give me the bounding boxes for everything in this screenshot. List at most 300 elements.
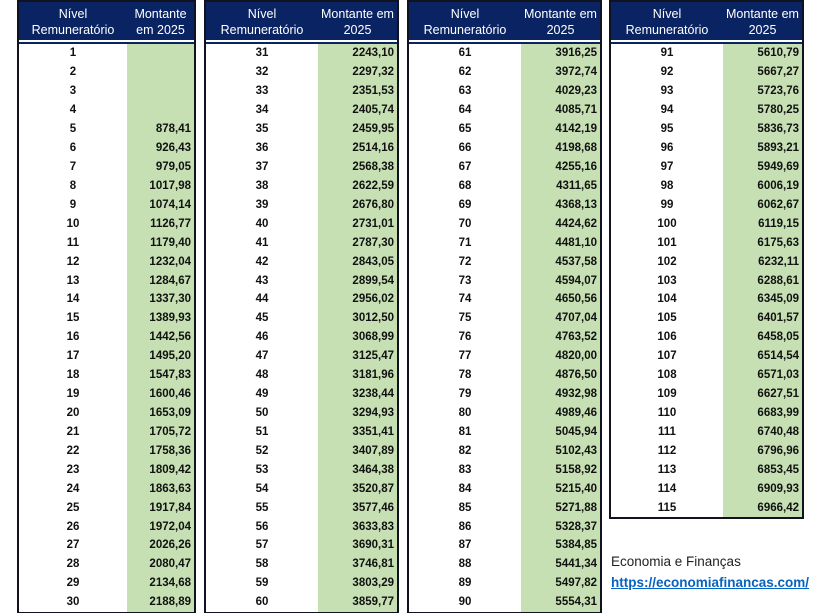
level-cell: 33 <box>255 85 269 98</box>
amount-cell: 2080,47 <box>127 555 194 574</box>
level-cell: 14 <box>66 293 80 306</box>
table-header <box>409 2 600 40</box>
table-row <box>409 366 600 385</box>
table-row <box>19 404 194 423</box>
amount-cell: 3577,46 <box>318 498 397 517</box>
level-cell: 18 <box>66 369 80 382</box>
table-row <box>611 328 802 347</box>
amount-cell: 926,43 <box>127 139 194 158</box>
amount-cell: 6458,05 <box>723 328 802 347</box>
table-row <box>611 385 802 404</box>
amount-cell: 2243,10 <box>318 44 397 63</box>
level-cell: 54 <box>255 482 269 495</box>
amount-cell: 3125,47 <box>318 347 397 366</box>
table-row <box>409 195 600 214</box>
table-row <box>409 309 600 328</box>
amount-cell: 6683,99 <box>723 404 802 423</box>
level-cell: 70 <box>458 217 472 230</box>
level-cell: 7 <box>69 160 77 173</box>
table-row <box>611 366 802 385</box>
table-row <box>611 252 802 271</box>
level-cell: 81 <box>458 425 472 438</box>
salary-table-levels-31-60 <box>204 0 399 613</box>
table-header <box>611 2 802 40</box>
amount-cell <box>127 44 194 63</box>
level-cell: 36 <box>255 142 269 155</box>
table-row <box>409 233 600 252</box>
level-cell: 57 <box>255 539 269 552</box>
amount-cell: 5215,40 <box>521 479 600 498</box>
level-cell: 41 <box>255 236 269 249</box>
table-row <box>19 422 194 441</box>
table-row <box>611 479 802 498</box>
table-row <box>409 328 600 347</box>
amount-cell: 6006,19 <box>723 176 802 195</box>
table-row <box>206 309 397 328</box>
level-cell: 25 <box>66 501 80 514</box>
level-cell: 105 <box>657 312 677 325</box>
level-cell: 78 <box>458 369 472 382</box>
level-cell: 62 <box>458 66 472 79</box>
table-row <box>611 120 802 139</box>
amount-cell: 5328,37 <box>521 517 600 536</box>
level-cell: 97 <box>660 160 674 173</box>
amount-cell: 1972,04 <box>127 517 194 536</box>
table-row <box>206 536 397 555</box>
level-cell: 95 <box>660 123 674 136</box>
amount-cell: 3520,87 <box>318 479 397 498</box>
table-row <box>19 252 194 271</box>
table-row <box>611 290 802 309</box>
amount-cell: 878,41 <box>127 120 194 139</box>
amount-cell: 5045,94 <box>521 422 600 441</box>
level-cell: 80 <box>458 406 472 419</box>
table-row <box>19 82 194 101</box>
amount-cell <box>127 63 194 82</box>
amount-cell: 2134,68 <box>127 574 194 593</box>
amount-cell: 1017,98 <box>127 176 194 195</box>
level-cell: 5 <box>69 123 77 136</box>
amount-cell: 1600,46 <box>127 385 194 404</box>
level-cell: 27 <box>66 539 80 552</box>
level-cell: 19 <box>66 388 80 401</box>
amount-cell: 4820,00 <box>521 347 600 366</box>
level-cell: 11 <box>66 236 80 249</box>
amount-cell: 5610,79 <box>723 44 802 63</box>
table-row <box>206 120 397 139</box>
amount-cell: 2459,95 <box>318 120 397 139</box>
level-cell: 109 <box>657 388 677 401</box>
level-cell: 71 <box>458 236 472 249</box>
amount-cell: 4650,56 <box>521 290 600 309</box>
amount-cell: 6514,54 <box>723 347 802 366</box>
table-row <box>19 593 194 612</box>
amount-cell: 1653,09 <box>127 404 194 423</box>
level-column-header: Nível Remuneratório <box>625 7 709 37</box>
amount-cell: 979,05 <box>127 158 194 177</box>
table-row <box>19 385 194 404</box>
amount-cell: 5893,21 <box>723 139 802 158</box>
level-cell: 83 <box>458 463 472 476</box>
table-row <box>19 120 194 139</box>
table-row <box>206 498 397 517</box>
level-cell: 111 <box>658 425 676 438</box>
table-row <box>409 120 600 139</box>
amount-cell: 5158,92 <box>521 460 600 479</box>
amount-cell: 3351,41 <box>318 422 397 441</box>
amount-cell: 1179,40 <box>127 233 194 252</box>
amount-cell: 2514,16 <box>318 139 397 158</box>
amount-cell: 2676,80 <box>318 195 397 214</box>
table-row <box>409 498 600 517</box>
amount-cell: 3972,74 <box>521 63 600 82</box>
table-row <box>19 271 194 290</box>
level-cell: 29 <box>66 577 80 590</box>
amount-cell: 4142,19 <box>521 120 600 139</box>
table-row <box>611 441 802 460</box>
table-row <box>409 271 600 290</box>
amount-cell: 4255,16 <box>521 158 600 177</box>
level-cell: 13 <box>66 274 80 287</box>
amount-cell: 4481,10 <box>521 233 600 252</box>
amount-cell: 2956,02 <box>318 290 397 309</box>
table-row <box>409 593 600 612</box>
table-row <box>409 139 600 158</box>
table-row <box>611 271 802 290</box>
amount-cell: 1863,63 <box>127 479 194 498</box>
level-cell: 21 <box>66 425 80 438</box>
level-cell: 87 <box>458 539 472 552</box>
amount-cell: 6796,96 <box>723 441 802 460</box>
amount-cell: 3294,93 <box>318 404 397 423</box>
level-cell: 106 <box>657 331 677 344</box>
table-row <box>206 252 397 271</box>
level-cell: 112 <box>657 444 677 457</box>
economiafinancas-link[interactable]: https://economiafinancas.com/ <box>611 575 810 590</box>
table-row <box>409 214 600 233</box>
level-cell: 73 <box>458 274 472 287</box>
table-row <box>611 214 802 233</box>
level-cell: 26 <box>66 520 80 533</box>
level-cell: 60 <box>255 596 269 609</box>
amount-cell: 6345,09 <box>723 290 802 309</box>
level-cell: 52 <box>255 444 269 457</box>
level-cell: 34 <box>255 104 269 117</box>
amount-cell: 3633,83 <box>318 517 397 536</box>
table-row <box>611 82 802 101</box>
amount-cell: 1337,30 <box>127 290 194 309</box>
level-cell: 44 <box>255 293 269 306</box>
amount-cell: 1126,77 <box>127 214 194 233</box>
table-row <box>409 290 600 309</box>
level-cell: 86 <box>458 520 472 533</box>
table-row <box>19 347 194 366</box>
table-row <box>19 328 194 347</box>
amount-cell: 1495,20 <box>127 347 194 366</box>
level-cell: 84 <box>458 482 472 495</box>
table-row <box>206 195 397 214</box>
amount-cell: 2026,26 <box>127 536 194 555</box>
amount-cell: 6740,48 <box>723 422 802 441</box>
table-row <box>19 460 194 479</box>
table-row <box>19 517 194 536</box>
amount-column-header: Montante em 2025 <box>726 7 799 37</box>
amount-column-header: Montante em 2025 <box>134 7 187 37</box>
table-row <box>19 233 194 252</box>
table-row <box>206 233 397 252</box>
amount-cell: 2731,01 <box>318 214 397 233</box>
amount-cell: 1232,04 <box>127 252 194 271</box>
level-cell: 50 <box>255 406 269 419</box>
level-cell: 3 <box>69 85 77 98</box>
table-row <box>611 404 802 423</box>
level-cell: 89 <box>458 577 472 590</box>
table-row <box>19 214 194 233</box>
level-cell: 22 <box>66 444 80 457</box>
level-cell: 96 <box>660 142 674 155</box>
amount-cell: 3012,50 <box>318 309 397 328</box>
level-cell: 77 <box>458 350 472 363</box>
table-row <box>206 347 397 366</box>
amount-cell: 6966,42 <box>723 498 802 517</box>
amount-cell: 3859,77 <box>318 593 397 612</box>
amount-cell: 6288,61 <box>723 271 802 290</box>
table-row <box>206 479 397 498</box>
amount-cell: 1442,56 <box>127 328 194 347</box>
level-cell: 76 <box>458 331 472 344</box>
level-cell: 85 <box>458 501 472 514</box>
level-column-header: Nível Remuneratório <box>31 7 115 37</box>
table-row <box>206 422 397 441</box>
table-row <box>19 63 194 82</box>
amount-cell: 2568,38 <box>318 158 397 177</box>
amount-cell: 3068,99 <box>318 328 397 347</box>
level-cell: 99 <box>660 198 674 211</box>
amount-cell: 2843,05 <box>318 252 397 271</box>
level-cell: 108 <box>657 369 677 382</box>
amount-cell: 4368,13 <box>521 195 600 214</box>
level-cell: 88 <box>458 558 472 571</box>
table-row <box>206 366 397 385</box>
amount-cell: 5836,73 <box>723 120 802 139</box>
amount-cell: 5497,82 <box>521 574 600 593</box>
credit-text: Economia e Finanças <box>611 554 741 569</box>
table-row <box>611 309 802 328</box>
table-row <box>206 460 397 479</box>
table-row <box>19 441 194 460</box>
table-row <box>409 404 600 423</box>
level-cell: 20 <box>66 406 80 419</box>
table-row <box>206 517 397 536</box>
level-cell: 53 <box>255 463 269 476</box>
table-row <box>611 422 802 441</box>
level-cell: 82 <box>458 444 472 457</box>
table-row <box>611 44 802 63</box>
amount-cell: 4537,58 <box>521 252 600 271</box>
table-header <box>19 2 194 40</box>
amount-cell: 4876,50 <box>521 366 600 385</box>
amount-cell: 1917,84 <box>127 498 194 517</box>
amount-cell: 6401,57 <box>723 309 802 328</box>
amount-cell: 6853,45 <box>723 460 802 479</box>
table-row <box>611 498 802 517</box>
amount-cell: 4085,71 <box>521 101 600 120</box>
table-row <box>19 498 194 517</box>
level-cell: 1 <box>69 47 77 60</box>
table-row <box>611 347 802 366</box>
level-cell: 104 <box>657 293 677 306</box>
amount-cell: 4594,07 <box>521 271 600 290</box>
amount-cell: 4029,23 <box>521 82 600 101</box>
level-cell: 28 <box>66 558 80 571</box>
level-cell: 115 <box>657 501 677 514</box>
amount-cell: 4311,65 <box>521 176 600 195</box>
table-row <box>409 158 600 177</box>
amount-cell: 3238,44 <box>318 385 397 404</box>
table-row <box>611 233 802 252</box>
level-cell: 65 <box>458 123 472 136</box>
level-cell: 68 <box>458 179 472 192</box>
table-row <box>611 460 802 479</box>
table-row <box>19 366 194 385</box>
table-row <box>409 441 600 460</box>
level-cell: 38 <box>255 179 269 192</box>
table-row <box>409 536 600 555</box>
amount-cell: 2351,53 <box>318 82 397 101</box>
level-cell: 2 <box>69 66 77 79</box>
table-row <box>19 44 194 63</box>
level-cell: 98 <box>660 179 674 192</box>
amount-cell: 2188,89 <box>127 593 194 612</box>
salary-table-levels-91-115 <box>609 0 804 519</box>
level-cell: 110 <box>657 406 677 419</box>
amount-cell: 4424,62 <box>521 214 600 233</box>
amount-cell: 4932,98 <box>521 385 600 404</box>
table-row <box>19 101 194 120</box>
table-row <box>409 101 600 120</box>
amount-cell: 5384,85 <box>521 536 600 555</box>
footer-credit-block <box>611 551 809 593</box>
table-header <box>206 2 397 40</box>
level-cell: 47 <box>255 350 269 363</box>
table-row <box>611 195 802 214</box>
amount-cell: 5271,88 <box>521 498 600 517</box>
level-cell: 31 <box>255 47 269 60</box>
level-cell: 100 <box>657 217 677 230</box>
table-rows <box>611 44 802 517</box>
level-cell: 91 <box>660 47 674 60</box>
amount-cell: 5667,27 <box>723 63 802 82</box>
amount-cell: 1284,67 <box>127 271 194 290</box>
amount-cell: 3803,29 <box>318 574 397 593</box>
level-cell: 69 <box>458 198 472 211</box>
table-row <box>409 479 600 498</box>
amount-cell: 5102,43 <box>521 441 600 460</box>
table-row <box>206 441 397 460</box>
table-row <box>206 139 397 158</box>
level-cell: 103 <box>657 274 677 287</box>
amount-cell: 1705,72 <box>127 422 194 441</box>
table-row <box>19 309 194 328</box>
level-cell: 75 <box>458 312 472 325</box>
level-cell: 101 <box>657 236 677 249</box>
amount-cell: 1389,93 <box>127 309 194 328</box>
table-rows <box>206 44 397 612</box>
level-cell: 46 <box>255 331 269 344</box>
table-row <box>206 593 397 612</box>
table-row <box>206 290 397 309</box>
level-cell: 114 <box>657 482 677 495</box>
amount-cell: 6175,63 <box>723 233 802 252</box>
level-cell: 58 <box>255 558 269 571</box>
table-row <box>611 158 802 177</box>
table-row <box>611 139 802 158</box>
table-row <box>206 271 397 290</box>
table-rows <box>19 44 194 612</box>
table-row <box>19 555 194 574</box>
amount-cell: 1547,83 <box>127 366 194 385</box>
level-cell: 43 <box>255 274 269 287</box>
table-row <box>206 404 397 423</box>
amount-cell: 4763,52 <box>521 328 600 347</box>
table-row <box>409 460 600 479</box>
table-rows <box>409 44 600 612</box>
amount-cell <box>127 101 194 120</box>
level-cell: 102 <box>657 255 677 268</box>
table-row <box>611 63 802 82</box>
table-row <box>409 63 600 82</box>
level-cell: 63 <box>458 85 472 98</box>
level-cell: 24 <box>66 482 80 495</box>
level-cell: 9 <box>69 198 77 211</box>
level-cell: 74 <box>458 293 472 306</box>
table-row <box>409 82 600 101</box>
level-cell: 92 <box>660 66 674 79</box>
level-cell: 10 <box>66 217 80 230</box>
level-cell: 39 <box>255 198 269 211</box>
level-cell: 72 <box>458 255 472 268</box>
amount-cell: 3746,81 <box>318 555 397 574</box>
level-cell: 79 <box>458 388 472 401</box>
amount-column-header: Montante em 2025 <box>321 7 394 37</box>
amount-cell: 5441,34 <box>521 555 600 574</box>
table-row <box>611 101 802 120</box>
table-row <box>19 139 194 158</box>
table-row <box>19 536 194 555</box>
amount-cell: 2622,59 <box>318 176 397 195</box>
level-cell: 55 <box>255 501 269 514</box>
level-cell: 6 <box>69 142 77 155</box>
level-column-header: Nível Remuneratório <box>220 7 304 37</box>
table-row <box>409 517 600 536</box>
table-row <box>206 82 397 101</box>
level-cell: 56 <box>255 520 269 533</box>
amount-cell: 2297,32 <box>318 63 397 82</box>
level-cell: 90 <box>458 596 472 609</box>
table-row <box>206 214 397 233</box>
table-row <box>409 574 600 593</box>
table-row <box>206 101 397 120</box>
level-cell: 17 <box>66 350 80 363</box>
table-row <box>206 63 397 82</box>
table-row <box>409 176 600 195</box>
table-row <box>206 574 397 593</box>
amount-cell: 6232,11 <box>723 252 802 271</box>
table-row <box>19 290 194 309</box>
level-cell: 113 <box>657 463 677 476</box>
table-row <box>19 195 194 214</box>
level-column-header: Nível Remuneratório <box>423 7 507 37</box>
